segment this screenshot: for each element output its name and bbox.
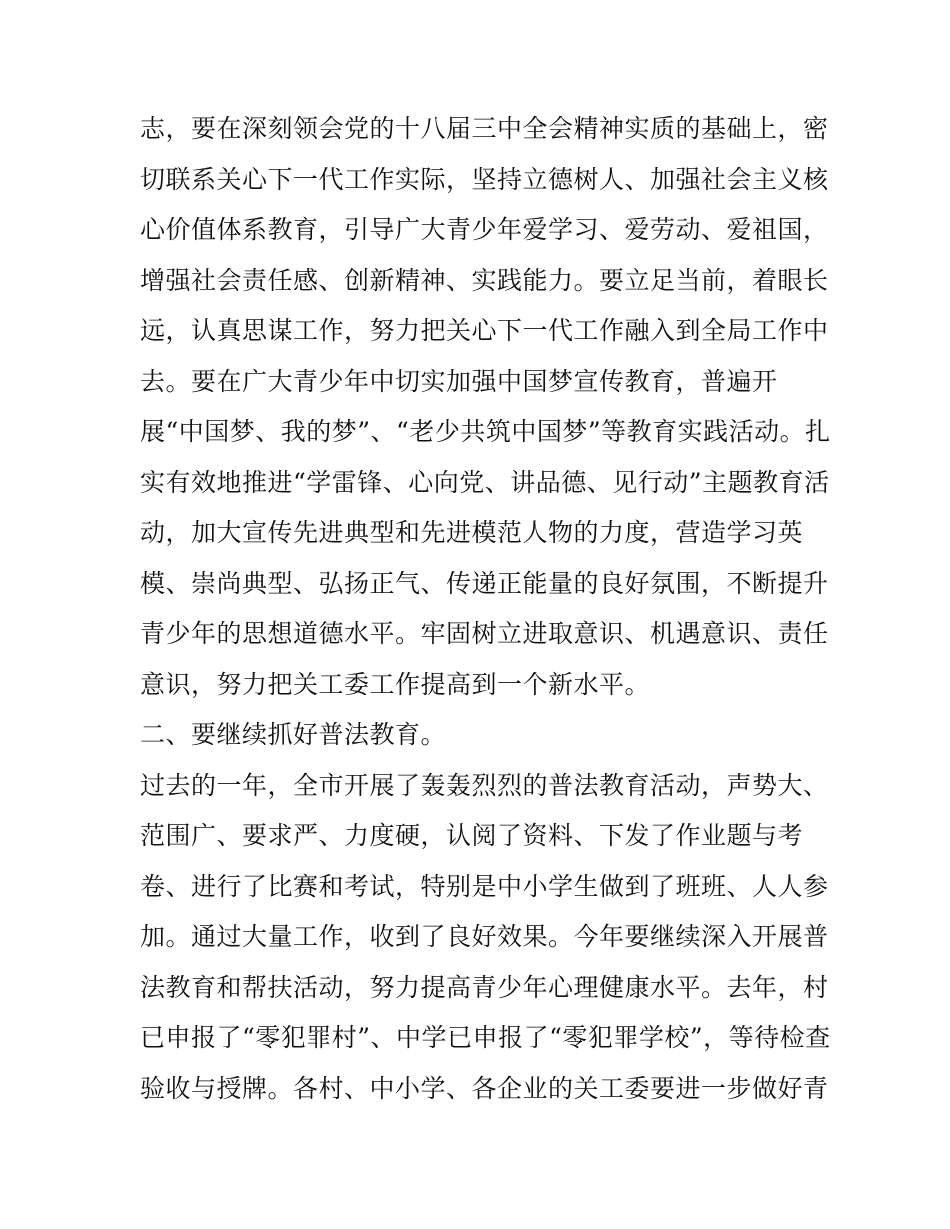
text-line: 模、崇尚典型、弘扬正气、传递正能量的良好氛围，不断提升: [140, 568, 829, 598]
text-line: 卷、进行了比赛和考试，特别是中小学生做到了班班、人人参: [140, 871, 829, 901]
text-line: 法教育和帮扶活动，努力提高青少年心理健康水平。去年，村: [140, 972, 829, 1002]
text-line: 已申报了“零犯罪村”、中学已申报了“零犯罪学校”，等待检查: [140, 1023, 831, 1052]
text-line: 展“中国梦、我的梦”、“老少共筑中国梦”等教育实践活动。扎: [140, 417, 831, 446]
body-text: [140, 104, 831, 1114]
text-line: 验收与授牌。各村、中小学、各企业的关工委要进一步做好青: [140, 1073, 829, 1103]
text-line: 青少年的思想道德水平。牢固树立进取意识、机遇意识、责任: [140, 619, 829, 648]
text-line: 意识，努力把关工委工作提高到一个新水平。: [140, 669, 651, 699]
text-line: 动，加大宣传先进典型和先进模范人物的力度，营造学习英: [140, 518, 804, 547]
text-line: 范围广、要求严、力度硬，认阅了资料、下发了作业题与考: [140, 821, 804, 850]
section-heading: 二、要继续抓好普法教育。: [140, 720, 447, 749]
text-line: 实有效地推进“学雷锋、心向党、讲品德、见行动”主题教育活: [140, 467, 830, 497]
text-line: 过去的一年，全市开展了轰轰烈烈的普法教育活动，声势大、: [140, 770, 829, 800]
text-line: 加。通过大量工作，收到了良好效果。今年要继续深入开展普: [140, 922, 829, 951]
text-line: 志，要在深刻领会党的十八届三中全会精神实质的基础上，密: [140, 114, 829, 143]
text-line: 远，认真思谋工作，努力把关心下一代工作融入到全局工作中: [140, 316, 829, 345]
text-line: 增强社会责任感、创新精神、实践能力。要立足当前，着眼长: [140, 265, 829, 295]
text-line: 心价值体系教育，引导广大青少年爱学习、爱劳动、爱祖国，: [140, 215, 829, 244]
text-line: 切联系关心下一代工作实际，坚持立德树人、加强社会主义核: [140, 164, 829, 194]
text-line: 去。要在广大青少年中切实加强中国梦宣传教育，普遍开: [140, 366, 778, 396]
